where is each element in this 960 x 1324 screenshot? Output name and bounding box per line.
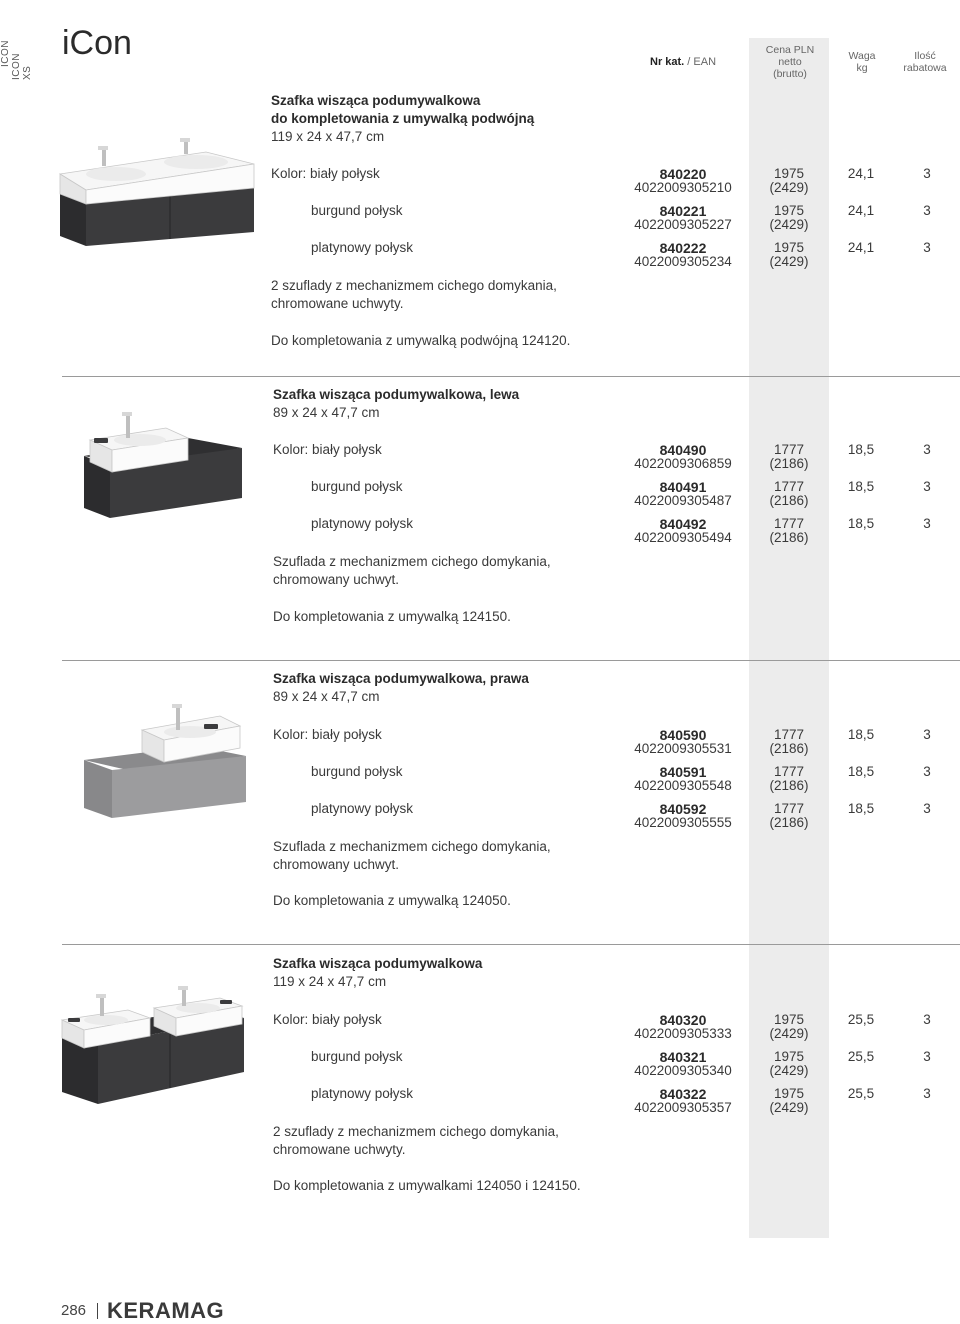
feature-note [273,838,613,874]
price-gross: (2186) [769,815,809,830]
price-gross: (2429) [769,254,809,269]
feature-note [273,553,613,589]
section-title-line: Szafka wisząca podumywalkowa [273,956,483,971]
header-price-line: Cena PLN [765,44,815,56]
color-label: burgund połysk [311,203,403,218]
footer-divider [97,1303,98,1319]
section-dimensions: 119 x 24 x 47,7 cm [273,974,387,989]
series-title: iCon [62,24,132,62]
section-title [273,955,482,973]
color-label: platynowy połysk [311,801,414,816]
compatibility-note: Do kompletowania z umywalką 124150. [273,609,511,624]
price-net: 1975 [773,203,805,218]
weight-value: 25,5 [847,1012,875,1027]
ean-number: 4022009306859 [634,456,732,471]
ean-number: 4022009305234 [634,254,732,269]
section-title-line: Szafka wisząca podumywalkowa, prawa [273,671,529,686]
catalog-number: 840220 [659,166,707,182]
header-price-line: netto [778,56,802,68]
color-label: Kolor: biały połysk [273,727,382,742]
price-gross: (2429) [769,180,809,195]
weight-value: 24,1 [847,240,875,255]
price-gross: (2186) [769,741,809,756]
price-gross: (2429) [769,1026,809,1041]
color-label: platynowy połysk [311,1086,414,1101]
section-title [271,92,534,128]
catalog-number: 840590 [659,727,707,743]
quantity-value: 3 [923,479,931,494]
feature-note-line: chromowane uchwyty. [271,296,404,311]
side-label-icon-xs: ICON XS [11,53,33,80]
color-label: burgund połysk [311,1049,403,1064]
weight-value: 18,5 [847,727,875,742]
section-divider [62,376,960,377]
weight-value: 25,5 [847,1086,875,1101]
quantity-value: 3 [923,203,931,218]
header-weight-line: kg [856,62,868,74]
color-label: platynowy połysk [311,240,414,255]
weight-value: 18,5 [847,764,875,779]
section-divider [62,660,960,661]
catalog-number: 840592 [659,801,707,817]
catalog-number: 840320 [659,1012,707,1028]
feature-note-line: Szuflada z mechanizmem cichego domykania, [273,839,551,854]
price-gross: (2429) [769,1063,809,1078]
price-net: 1777 [773,801,805,816]
section-dimensions: 89 x 24 x 47,7 cm [273,405,380,420]
price-net: 1777 [773,442,805,457]
price-net: 1975 [773,1049,805,1064]
weight-value: 24,1 [847,203,875,218]
keramag-logo: KERAMAG [107,1298,225,1323]
feature-note-line: chromowany uchwyt. [273,857,400,872]
price-gross: (2186) [769,778,809,793]
price-gross: (2429) [769,1100,809,1115]
quantity-value: 3 [923,1086,931,1101]
color-label: Kolor: biały połysk [273,1012,382,1027]
twin-basin-vanity-cabinet-image [58,986,248,1106]
ean-number: 4022009305548 [634,778,732,793]
catalog-number: 840222 [659,240,707,256]
feature-note [271,277,611,313]
feature-note-line: 2 szuflady z mechanizmem cichego domykania, [271,278,557,293]
quantity-value: 3 [923,442,931,457]
catalog-number: 840491 [659,479,707,495]
ean-number: 4022009305333 [634,1026,732,1041]
price-net: 1975 [773,1086,805,1101]
header-quantity-line: Ilość [914,50,936,62]
feature-note-line: chromowany uchwyt. [273,572,400,587]
weight-value: 18,5 [847,801,875,816]
ean-number: 4022009305494 [634,530,732,545]
section-dimensions: 119 x 24 x 47,7 cm [271,129,385,144]
price-net: 1777 [773,516,805,531]
header-weight-line: Waga [848,50,876,62]
price-net: 1777 [773,727,805,742]
color-label: Kolor: biały połysk [273,442,382,457]
section-dimensions: 89 x 24 x 47,7 cm [273,689,380,704]
quantity-value: 3 [923,1012,931,1027]
feature-note-line: Szuflada z mechanizmem cichego domykania, [273,554,551,569]
ean-number: 4022009305210 [634,180,732,195]
price-net: 1777 [773,479,805,494]
quantity-value: 3 [923,727,931,742]
color-label: Kolor: biały połysk [271,166,380,181]
quantity-value: 3 [923,1049,931,1064]
section-title-line: Szafka wisząca podumywalkowa [271,93,481,108]
catalog-number: 840591 [659,764,707,780]
header-quantity [896,50,954,74]
price-gross: (2186) [769,530,809,545]
compatibility-note: Do kompletowania z umywalką podwójną 124120. [271,333,571,348]
section-title-line: do kompletowania z umywalką podwójną [271,111,535,126]
side-label-icon: ICON [0,40,11,67]
header-ean-label: / EAN [684,56,717,68]
quantity-value: 3 [923,801,931,816]
page-number: 286 [61,1302,87,1319]
color-label: burgund połysk [311,764,403,779]
feature-note [273,1123,613,1159]
price-net: 1975 [773,1012,805,1027]
header-nr-kat-label: Nr kat. [650,56,685,68]
compatibility-note: Do kompletowania z umywalką 124050. [273,893,511,908]
weight-value: 18,5 [847,516,875,531]
section-title [273,386,519,404]
catalog-number: 840322 [659,1086,707,1102]
color-label: burgund połysk [311,479,403,494]
header-quantity-line: rabatowa [903,62,947,74]
ean-number: 4022009305340 [634,1063,732,1078]
catalog-number: 840492 [659,516,707,532]
weight-value: 18,5 [847,442,875,457]
price-net: 1777 [773,764,805,779]
ean-number: 4022009305357 [634,1100,732,1115]
header-price-line: (brutto) [773,68,807,80]
header-weight [836,50,888,74]
ean-number: 4022009305531 [634,741,732,756]
price-gross: (2186) [769,493,809,508]
header-nr-kat [650,56,716,68]
weight-value: 25,5 [847,1049,875,1064]
section-title [273,670,529,688]
side-label [0,40,33,80]
color-label: platynowy połysk [311,516,414,531]
quantity-value: 3 [923,166,931,181]
price-net: 1975 [773,166,805,181]
weight-value: 18,5 [847,479,875,494]
catalog-number: 840490 [659,442,707,458]
left-vanity-cabinet-image [80,408,246,524]
quantity-value: 3 [923,764,931,779]
section-title-line: Szafka wisząca podumywalkowa, lewa [273,387,520,402]
compatibility-note: Do kompletowania z umywalkami 124050 i 124150. [273,1178,581,1193]
catalog-number: 840321 [659,1049,707,1065]
weight-value: 24,1 [847,166,875,181]
ean-number: 4022009305555 [634,815,732,830]
right-vanity-cabinet-image [80,702,250,822]
ean-number: 4022009305227 [634,217,732,232]
feature-note-line: 2 szuflady z mechanizmem cichego domykania, [273,1124,559,1139]
section-divider [62,944,960,945]
quantity-value: 3 [923,240,931,255]
catalog-number: 840221 [659,203,707,219]
price-gross: (2429) [769,217,809,232]
feature-note-line: chromowane uchwyty. [273,1142,406,1157]
double-vanity-cabinet-image [58,138,258,248]
ean-number: 4022009305487 [634,493,732,508]
price-gross: (2186) [769,456,809,471]
quantity-value: 3 [923,516,931,531]
header-price [752,44,828,80]
price-net: 1975 [773,240,805,255]
